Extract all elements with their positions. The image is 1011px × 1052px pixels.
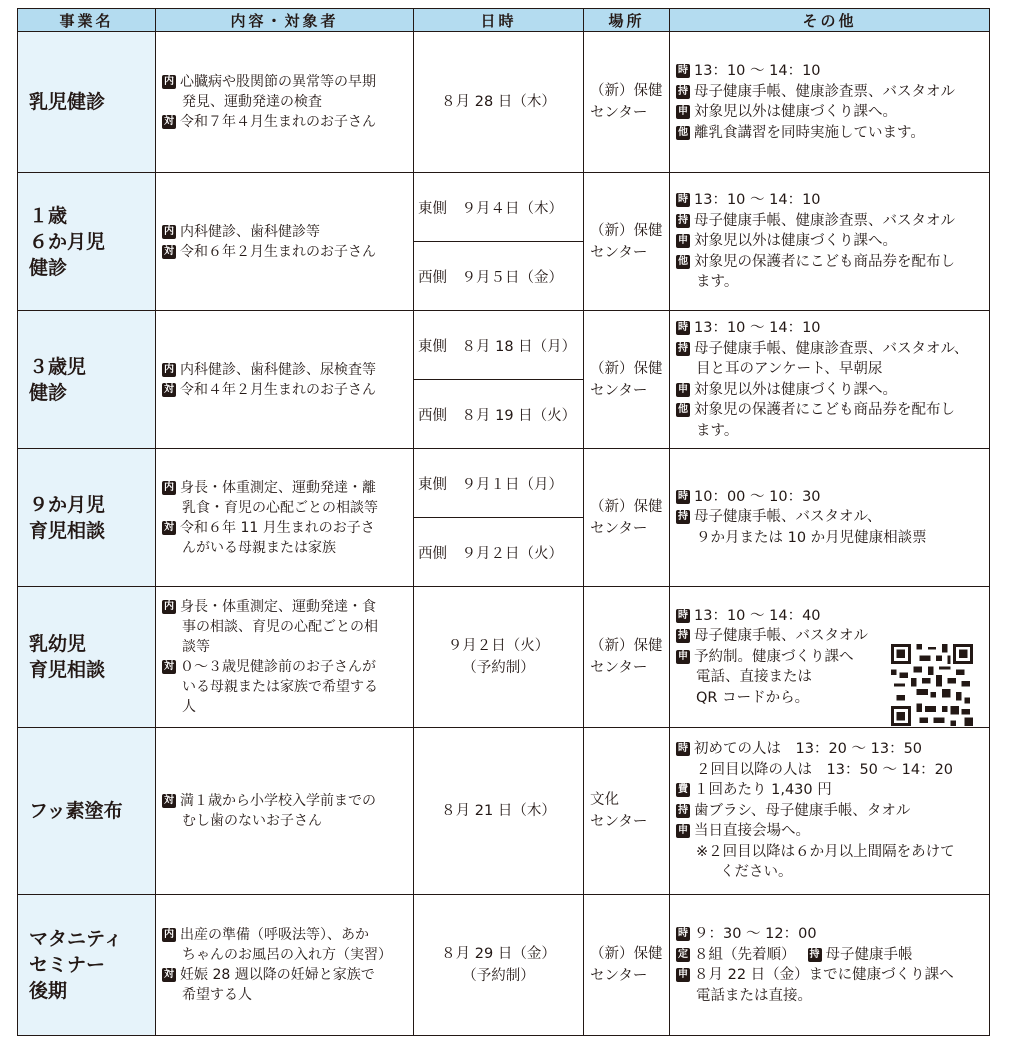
content-cell: 対 満１歳から小学校入学前までの むし歯のないお子さん <box>156 728 414 895</box>
content-mark-icon: 内 <box>164 929 174 940</box>
date-cell: ９月２日（火） （予約制） <box>414 587 584 728</box>
program-name: 乳児健診 <box>18 32 156 173</box>
content-cell: 内 内科健診、歯科健診等 対 令和６年２月生まれのお子さん <box>156 173 414 311</box>
schedule-table <box>17 8 990 1036</box>
bring-mark-icon: 持 <box>678 804 688 816</box>
time-mark-icon: 時 <box>678 194 688 206</box>
apply-mark-icon: 申 <box>678 825 688 837</box>
content-mark-icon: 内 <box>164 363 174 375</box>
time-mark-icon: 時 <box>678 65 688 76</box>
table-row <box>18 895 990 1036</box>
target-mark-icon: 対 <box>164 245 174 257</box>
header-name: 事業名 <box>18 9 156 32</box>
content-cell: 内 身長・体重測定、運動発達・食 事の相談、育児の心配ごとの相 談等 対 ０～３歳児健診前のお子さんが いる母親または家族で希望する 人 <box>156 587 414 728</box>
misc-mark-icon: 他 <box>678 126 688 138</box>
program-name: ３歳児 健診 <box>18 311 156 449</box>
target-mark-icon: 対 <box>164 969 174 980</box>
target-mark-icon: 対 <box>164 521 174 533</box>
content-mark-icon: 内 <box>164 76 174 87</box>
table-row <box>18 32 990 173</box>
date-cell: ８月 28 日（木） <box>414 32 584 173</box>
time-mark-icon: 時 <box>678 928 688 939</box>
target-mark-icon: 対 <box>164 661 174 672</box>
content-cell: 内 身長・体重測定、運動発達・離 乳食・育児の心配ごとの相談等 対 令和６年 11 月生まれのお子さ んがいる母親または家族 <box>156 449 414 587</box>
place-cell: （新）保健 センター <box>584 32 670 173</box>
program-name: 乳幼児 育児相談 <box>18 587 156 728</box>
bring-mark-icon: 持 <box>678 511 688 523</box>
program-name: フッ素塗布 <box>18 728 156 895</box>
content-mark-icon: 内 <box>164 225 174 237</box>
other-cell: 時 13：10 ～ 14：10 持 母子健康手帳、健康診査票、バスタオル 申 対象児以外は健康づくり課へ。 他 対象児の保護者にこども商品券を配布し ます。 <box>670 173 990 311</box>
apply-mark-icon: 申 <box>678 383 688 395</box>
bring-mark-icon: 持 <box>809 948 820 960</box>
place-cell: （新）保健 センター <box>584 895 670 1036</box>
table-row <box>18 311 990 380</box>
apply-mark-icon: 申 <box>678 235 688 247</box>
capacity-mark-icon: 定 <box>678 948 688 960</box>
program-name: １歳 ６か月児 健診 <box>18 173 156 311</box>
place-cell: （新）保健 センター <box>584 449 670 587</box>
time-mark-icon: 時 <box>678 743 688 755</box>
misc-mark-icon: 他 <box>678 404 688 415</box>
date-cell: ８月 29 日（金） （予約制） <box>414 895 584 1036</box>
other-cell: 時 初めての人は 13：20 ～ 13：50 ２回目以降の人は 13：50 ～ 14：20 費 １回あたり 1,430 円 持 歯ブラシ、母子健康手帳、タオル 申 当日直接会場へ。 ※２回目以降は６か月以上間隔をあけて ください。 <box>670 728 990 895</box>
date-west-cell: 西側 ９月２日（火） <box>414 518 584 587</box>
date-east-cell: 東側 ８月 18 日（月） <box>414 311 584 380</box>
time-mark-icon: 時 <box>678 609 688 621</box>
place-cell: （新）保健 センター <box>584 311 670 449</box>
place-cell: （新）保健 センター <box>584 173 670 311</box>
misc-mark-icon: 他 <box>678 255 688 267</box>
other-cell: 時 ９：30 ～ 12：00 定 ８組（先着順） 持 母子健康手帳 申 ８月 22 日（金）までに健康づくり課へ 電話または直接。 <box>670 895 990 1036</box>
target-mark-icon: 対 <box>164 795 174 806</box>
target-mark-icon: 対 <box>164 383 174 395</box>
content-mark-icon: 内 <box>164 481 174 493</box>
other-cell: 時 13：10 ～ 14：10 持 母子健康手帳、健康診査票、バスタオル、 目と耳のアンケート、早朝尿 申 対象児以外は健康づくり課へ。 他 対象児の保護者にこども商品券を配布し ます。 <box>670 311 990 449</box>
bring-mark-icon: 持 <box>678 214 688 226</box>
content-cell: 内 内科健診、歯科健診、尿検査等 対 令和４年２月生まれのお子さん <box>156 311 414 449</box>
time-mark-icon: 時 <box>678 322 688 333</box>
date-cell: ８月 21 日（木） <box>414 728 584 895</box>
date-east-cell: 東側 ９月１日（月） <box>414 449 584 518</box>
target-mark-icon: 対 <box>164 116 174 127</box>
apply-mark-icon: 申 <box>678 106 688 117</box>
table-row <box>18 728 990 895</box>
content-cell: 内 出産の準備（呼吸法等）、あか ちゃんのお風呂の入れ方（実習） 対 妊娠 28 週以降の妊婦と家族で 希望する人 <box>156 895 414 1036</box>
header-content: 内容・対象者 <box>156 9 414 32</box>
header-other: その他 <box>670 9 990 32</box>
qr-code-icon[interactable] <box>891 644 973 726</box>
content-mark-icon: 内 <box>164 601 174 612</box>
time-mark-icon: 時 <box>678 490 688 502</box>
bring-mark-icon: 持 <box>678 342 688 354</box>
header-datetime: 日時 <box>414 9 584 32</box>
table-header-row <box>18 9 990 32</box>
fee-mark-icon: 費 <box>678 784 688 796</box>
place-cell: 文化 センター <box>584 728 670 895</box>
apply-mark-icon: 申 <box>678 650 688 662</box>
bring-mark-icon: 持 <box>678 630 688 642</box>
content-cell: 内 心臓病や股関節の異常等の早期 発見、運動発達の検査 対 令和７年４月生まれのお子さん <box>156 32 414 173</box>
program-name: マタニティ セミナー 後期 <box>18 895 156 1036</box>
table-row <box>18 449 990 518</box>
date-west-cell: 西側 ９月５日（金） <box>414 242 584 311</box>
table-row <box>18 587 990 728</box>
other-cell: 時 13：10 ～ 14：40 持 母子健康手帳、バスタオル 申 予約制。健康づくり課へ 電話、直接または QR コードから。 <box>670 587 990 728</box>
program-name: ９か月児 育児相談 <box>18 449 156 587</box>
bring-mark-icon: 持 <box>678 85 688 97</box>
header-place: 場所 <box>584 9 670 32</box>
place-cell: （新）保健 センター <box>584 587 670 728</box>
date-east-cell: 東側 ９月４日（木） <box>414 173 584 242</box>
other-cell: 時 13：10 ～ 14：10 持 母子健康手帳、健康診査票、バスタオル 申 対象児以外は健康づくり課へ。 他 離乳食講習を同時実施しています。 <box>670 32 990 173</box>
date-west-cell: 西側 ８月 19 日（火） <box>414 380 584 449</box>
apply-mark-icon: 申 <box>678 969 688 980</box>
other-cell: 時 10：00 ～ 10：30 持 母子健康手帳、バスタオル、 ９か月または 10 か月児健康相談票 <box>670 449 990 587</box>
table-row <box>18 173 990 242</box>
